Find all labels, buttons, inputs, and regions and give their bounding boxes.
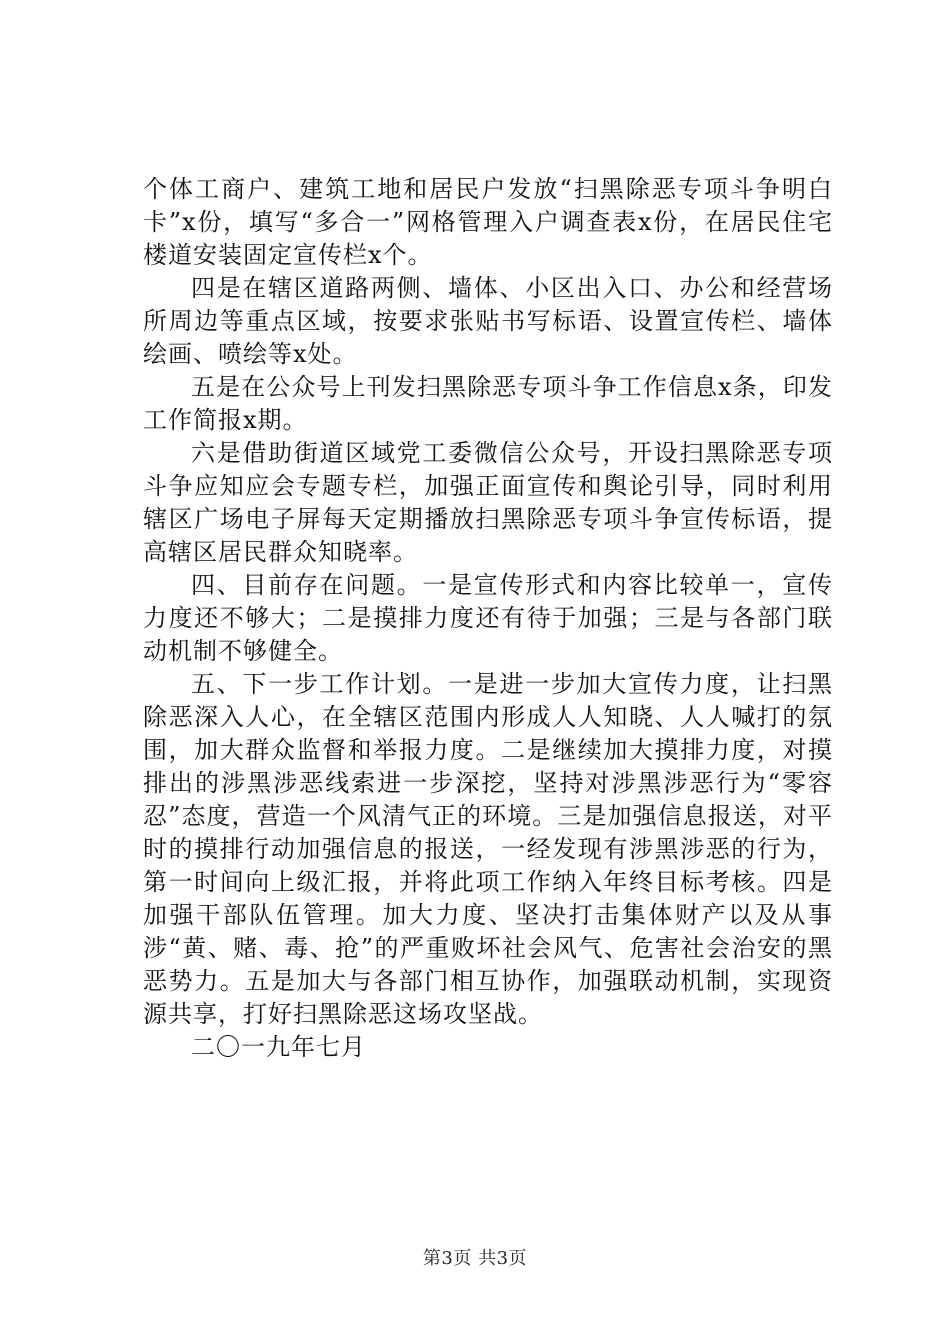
paragraph-item-four: 四是在辖区道路两侧、墙体、小区出入口、办公和经营场所周边等重点区域，按要求张贴书写标语、设置宣传栏、墙体绘画、喷绘等x处。 <box>143 274 833 368</box>
paragraph-existing-problems: 四、目前存在问题。一是宣传形式和内容比较单一，宣传力度还不够大；二是摸排力度还有待于加强；三是与各部门联动机制不够健全。 <box>143 571 833 665</box>
document-body <box>143 173 833 1064</box>
page-footer: 第3页 共3页 <box>422 1248 528 1269</box>
document-date: 二〇一九年七月 <box>191 1033 366 1061</box>
paragraph-item-six: 六是借助街道区域党工委微信公众号，开设扫黑除恶专项斗争应知应会专题专栏，加强正面宣传和舆论引导，同时利用辖区广场电子屏每天定期播放扫黑除恶专项斗争宣传标语，提高辖区居民群众知晓率。 <box>143 439 833 566</box>
paragraph-item-five: 五是在公众号上刊发扫黑除恶专项斗争工作信息x条，印发工作简报x期。 <box>143 373 833 434</box>
paragraph-next-plan: 五、下一步工作计划。一是进一步加大宣传力度，让扫黑除恶深入人心，在全辖区范围内形成人人知晓、人人喊打的氛围，加大群众监督和举报力度。二是继续加大摸排力度，对摸排出的涉黑涉恶线索进一步深挖，坚持对涉黑涉恶行为“零容忍”态度，营造一个风清气正的环境。三是加强信息报送，对平时的摸排行动加强信息的报送，一经发现有涉黑涉恶的行为，第一时间向上级汇报，并将此项工作纳入年终目标考核。四是加强干部队伍管理。加大力度、坚决打击集体财产以及从事涉“黄、赌、毒、抢”的严重败坏社会风气、危害社会治安的黑恶势力。五是加大与各部门相互协作，加强联动机制，实现资源共享，打好扫黑除恶这场攻坚战。 <box>143 670 833 1028</box>
paragraph-continuation: 个体工商户、建筑工地和居民户发放“扫黑除恶专项斗争明白卡”x份，填写“多合一”网格管理入户调查表x份，在居民住宅楼道安装固定宣传栏x个。 <box>143 175 833 269</box>
